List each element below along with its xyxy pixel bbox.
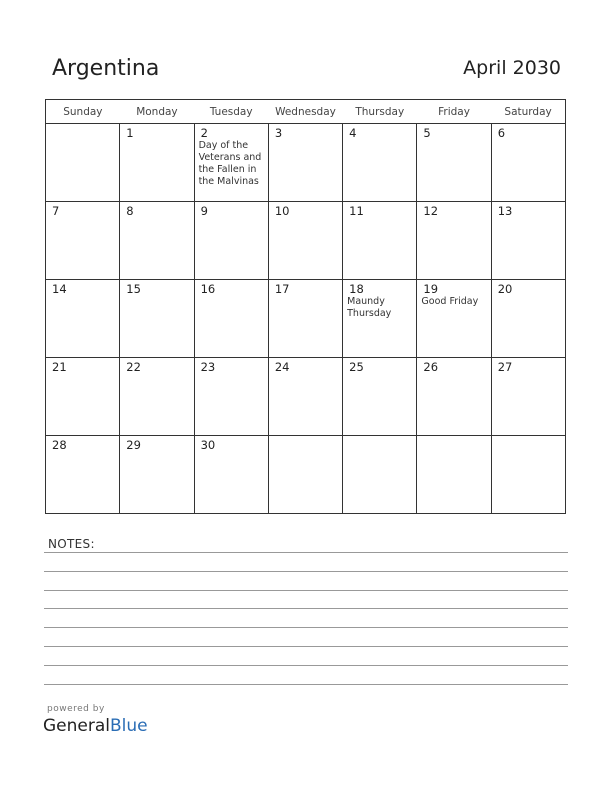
day-cell	[46, 202, 120, 280]
day-cell	[491, 124, 565, 202]
day-number: 30	[200, 438, 216, 452]
day-cell	[194, 202, 268, 280]
day-cell	[343, 436, 417, 514]
day-number: 16	[200, 282, 216, 296]
day-cell	[120, 358, 194, 436]
powered-by-text: powered by	[47, 704, 105, 714]
day-number: 23	[200, 360, 216, 374]
weekday-friday: Friday	[417, 100, 491, 124]
day-cell	[120, 280, 194, 358]
day-number: 22	[126, 360, 141, 374]
day-cell	[46, 358, 120, 436]
day-cell	[194, 280, 268, 358]
week-row	[46, 124, 566, 202]
day-cell	[491, 358, 565, 436]
day-cell	[268, 436, 342, 514]
day-cell	[120, 202, 194, 280]
weekday-saturday: Saturday	[491, 100, 565, 124]
week-row	[46, 358, 566, 436]
country-title: Argentina	[52, 56, 160, 81]
day-cell	[417, 436, 491, 514]
day-number: 12	[423, 204, 439, 218]
notes-line	[44, 627, 568, 628]
month-year-title: April 2030	[463, 57, 561, 79]
day-cell	[194, 358, 268, 436]
week-row	[46, 280, 566, 358]
notes-line	[44, 665, 568, 666]
day-number: 2	[200, 126, 208, 140]
notes-line	[44, 646, 568, 647]
day-number: 15	[126, 282, 141, 296]
week-row	[46, 202, 566, 280]
notes-line	[44, 608, 568, 609]
calendar-grid	[45, 99, 566, 514]
day-cell	[417, 280, 491, 358]
day-cell	[268, 124, 342, 202]
day-cell	[491, 280, 565, 358]
day-cell	[268, 202, 342, 280]
day-number: 1	[126, 126, 134, 140]
holiday-label: Good Friday	[421, 296, 479, 307]
notes-line	[44, 552, 568, 553]
weekday-thursday: Thursday	[343, 100, 417, 124]
day-cell	[417, 202, 491, 280]
day-number: 6	[497, 126, 506, 140]
day-cell	[46, 280, 120, 358]
day-cell	[194, 436, 268, 514]
day-cell	[46, 124, 120, 202]
day-number: 5	[423, 126, 431, 140]
day-cell	[120, 436, 194, 514]
day-cell	[491, 436, 565, 514]
brand-part-general: General	[43, 716, 110, 736]
day-number: 25	[349, 360, 364, 374]
day-number: 27	[497, 360, 513, 374]
day-number: 3	[274, 126, 283, 140]
day-cell	[268, 280, 342, 358]
day-number: 10	[274, 204, 290, 218]
day-cell	[120, 124, 194, 202]
day-cell	[268, 358, 342, 436]
day-cell	[417, 358, 491, 436]
generalblue-logo[interactable]	[43, 716, 148, 736]
weekday-sunday: Sunday	[46, 100, 120, 124]
weekday-wednesday: Wednesday	[268, 100, 342, 124]
day-number: 21	[52, 360, 67, 374]
notes-line	[44, 571, 568, 572]
day-cell	[343, 358, 417, 436]
day-number: 9	[200, 204, 208, 218]
notes-line	[44, 684, 568, 685]
day-number: 18	[349, 282, 364, 296]
day-number: 13	[497, 204, 513, 218]
day-cell	[417, 124, 491, 202]
notes-label: NOTES:	[48, 537, 95, 551]
day-cell	[194, 124, 268, 202]
holiday-label: Maundy Thursday	[347, 296, 392, 319]
day-number: 26	[423, 360, 439, 374]
day-cell	[343, 202, 417, 280]
day-number: 7	[52, 204, 60, 218]
day-cell	[46, 436, 120, 514]
day-cell	[491, 202, 565, 280]
day-number: 11	[349, 204, 364, 218]
day-number: 29	[126, 438, 141, 452]
brand-part-blue: Blue	[110, 716, 148, 736]
week-row	[46, 436, 566, 514]
day-number: 24	[274, 360, 290, 374]
day-number: 20	[497, 282, 513, 296]
holiday-label: Day of the Veterans and the Fallen in the Malvinas	[198, 140, 262, 187]
weekday-monday: Monday	[120, 100, 194, 124]
day-number: 19	[423, 282, 439, 296]
day-cell	[343, 124, 417, 202]
day-number: 8	[126, 204, 134, 218]
day-cell	[343, 280, 417, 358]
weekday-tuesday: Tuesday	[194, 100, 268, 124]
day-number: 14	[52, 282, 67, 296]
day-number: 4	[349, 126, 357, 140]
day-number: 17	[274, 282, 290, 296]
day-number: 28	[52, 438, 67, 452]
notes-line	[44, 590, 568, 591]
weekday-header-row	[46, 100, 566, 124]
